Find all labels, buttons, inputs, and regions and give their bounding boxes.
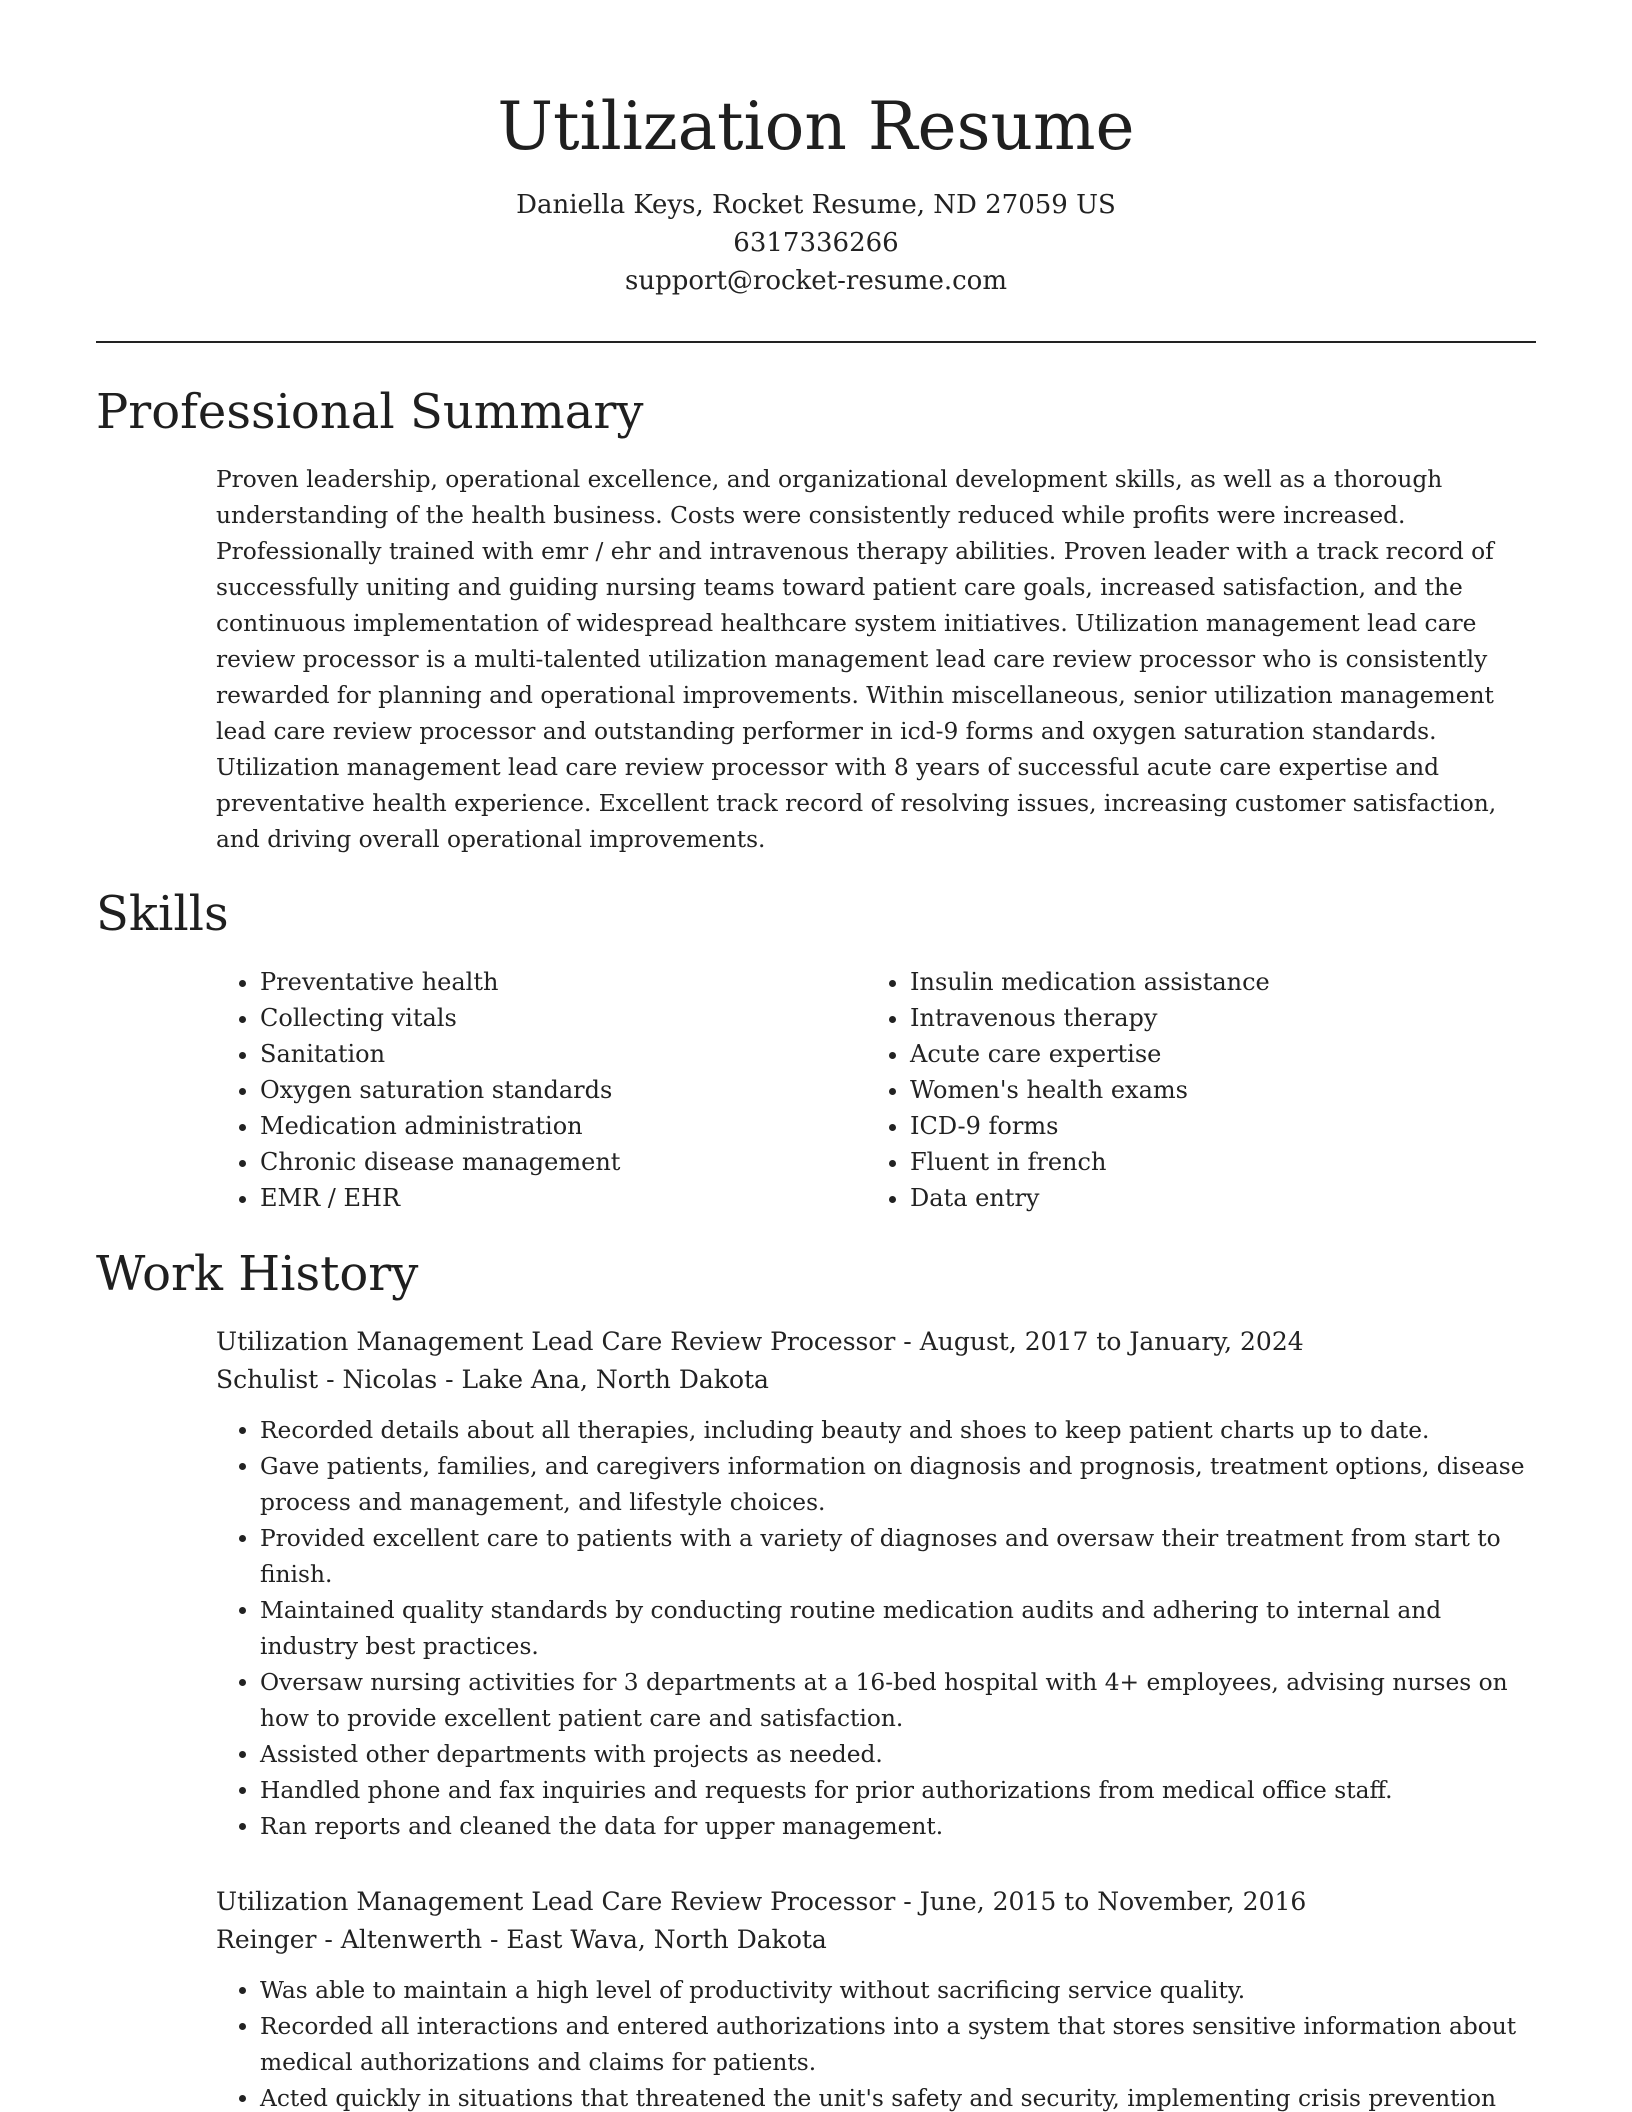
skill-item: • Collecting vitals xyxy=(260,1000,860,1036)
skill-item: • Chronic disease management xyxy=(260,1144,860,1180)
skills-list-left xyxy=(216,964,860,1216)
summary-heading: Professional Summary xyxy=(96,384,644,440)
job-bullet: • Handled phone and fax inquiries and requests for prior authorizations from medical office staff. xyxy=(260,1773,1536,1809)
job-bullet-list xyxy=(216,1413,1536,1845)
job-bullet: • Acted quickly in situations that threatened the unit's safety and security, implementing crisis prevention xyxy=(260,2081,1536,2112)
job-entry xyxy=(216,1323,1536,1845)
skill-item: • Preventative health xyxy=(260,964,860,1000)
skill-item: • Acute care expertise xyxy=(910,1036,1530,1072)
skill-item: • Data entry xyxy=(910,1180,1530,1216)
job-title-line: Utilization Management Lead Care Review Processor - August, 2017 to January, 2024 xyxy=(216,1327,1304,1356)
job-bullet: • Recorded all interactions and entered authorizations into a system that stores sensitive information about medical authorizations and claims for patients. xyxy=(260,2009,1536,2081)
skill-item: • Women's health exams xyxy=(910,1072,1530,1108)
header-divider xyxy=(96,341,1536,343)
summary-text: Proven leadership, operational excellence, and organizational development skills, as well as a thorough understanding of the health business. Costs were consistently reduced while profits were increased. Professionally trained with emr / ehr and intravenous therapy abilities. Proven leader with a track record of successfully uniting and guiding nursing teams toward patient care goals, increased satisfaction, and the continuous implementation of widespread healthcare system initiatives. Utilization management lead care review processor is a multi-talented utilization management lead care review processor who is consistently rewarded for planning and operational improvements. Within miscellaneous, senior utilization management lead care review processor and outstanding performer in icd-9 forms and oxygen saturation standards. Utilization management lead care review processor with 8 years of successful acute care expertise and preventative health experience. Excellent track record of resolving issues, increasing customer satisfaction, and driving overall operational improvements. xyxy=(216,466,1497,853)
skill-item: • Insulin medication assistance xyxy=(910,964,1530,1000)
contact-email: support@rocket-resume.com xyxy=(624,266,1007,296)
page-title: Utilization Resume xyxy=(497,88,1135,165)
job-title-line: Utilization Management Lead Care Review Processor - June, 2015 to November, 2016 xyxy=(216,1887,1307,1916)
contact-block xyxy=(96,186,1536,300)
job-company-line: Reinger - Altenwerth - East Wava, North Dakota xyxy=(216,1925,827,1954)
job-bullet: • Oversaw nursing activities for 3 departments at a 16-bed hospital with 4+ employees, advising nurses on how to provide excellent patient care and satisfaction. xyxy=(260,1665,1536,1737)
skill-item: • EMR / EHR xyxy=(260,1180,860,1216)
job-bullet: • Maintained quality standards by conducting routine medication audits and adhering to internal and industry best practices. xyxy=(260,1593,1536,1665)
job-bullet: • Recorded details about all therapies, including beauty and shoes to keep patient charts up to date. xyxy=(260,1413,1536,1449)
job-bullet: • Was able to maintain a high level of productivity without sacrificing service quality. xyxy=(260,1973,1536,2009)
work-history-heading: Work History xyxy=(96,1246,419,1302)
skill-item: • Oxygen saturation standards xyxy=(260,1072,860,1108)
skill-item: • Intravenous therapy xyxy=(910,1000,1530,1036)
job-bullet: • Provided excellent care to patients with a variety of diagnoses and oversaw their treatment from start to finish. xyxy=(260,1521,1536,1593)
job-bullet: • Gave patients, families, and caregivers information on diagnosis and prognosis, treatment options, disease process and management, and lifestyle choices. xyxy=(260,1449,1536,1521)
job-bullet-list xyxy=(216,1973,1536,2112)
resume-header xyxy=(96,82,1536,300)
job-entry xyxy=(216,1883,1536,2112)
contact-phone: 6317336266 xyxy=(733,228,899,258)
job-bullet: • Ran reports and cleaned the data for upper management. xyxy=(260,1809,1536,1845)
skills-list-right xyxy=(866,964,1530,1216)
skill-item: • ICD-9 forms xyxy=(910,1108,1530,1144)
contact-address: Daniella Keys, Rocket Resume, ND 27059 US xyxy=(516,190,1116,220)
skill-item: • Sanitation xyxy=(260,1036,860,1072)
job-bullet: • Assisted other departments with projects as needed. xyxy=(260,1737,1536,1773)
job-company-line: Schulist - Nicolas - Lake Ana, North Dakota xyxy=(216,1365,769,1394)
skills-heading: Skills xyxy=(96,886,229,942)
skill-item: • Medication administration xyxy=(260,1108,860,1144)
skill-item: • Fluent in french xyxy=(910,1144,1530,1180)
